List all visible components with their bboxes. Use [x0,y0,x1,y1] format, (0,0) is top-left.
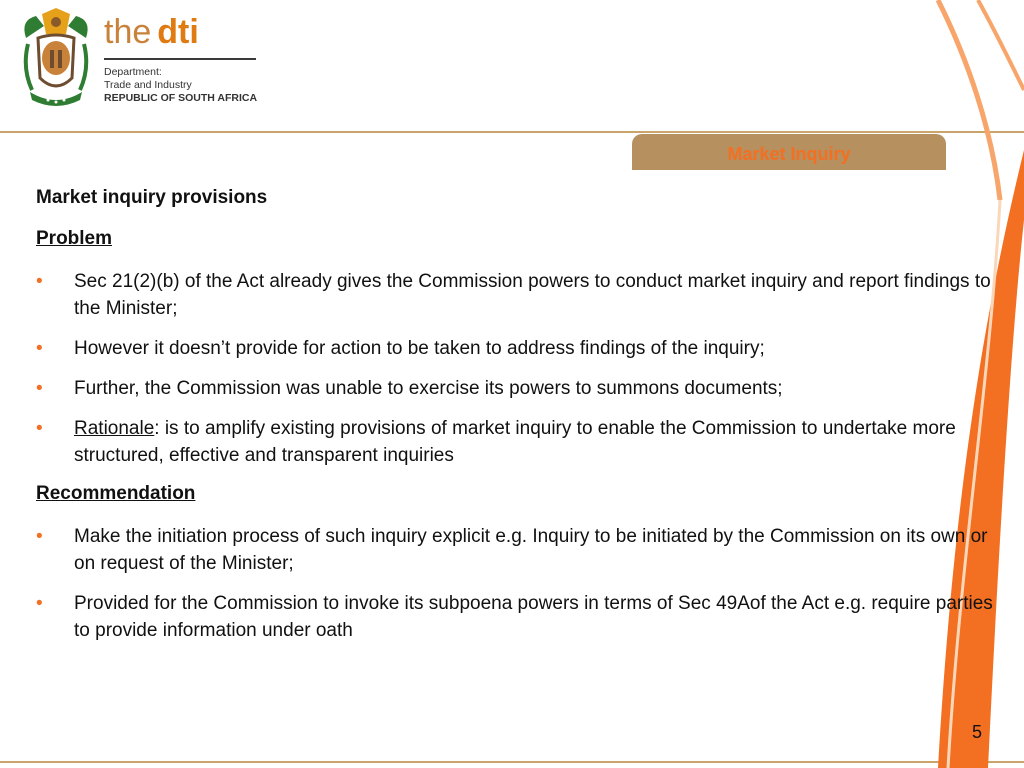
brand-the: the [104,13,152,51]
coat-of-arms-icon [20,8,92,108]
bullet-text: : is to amplify existing provisions of market inquiry to enable the Commission to undertake more structured, effective and transparent inquiries [74,418,956,466]
bullet-icon: • [36,378,43,399]
slide-title: Market inquiry provisions [36,187,268,208]
bullet-icon: • [36,418,43,439]
country-name: REPUBLIC OF SOUTH AFRICA [104,92,258,104]
bullet-text: Further, the Commission was unable to exercise its powers to summons documents; [74,378,783,399]
bullet-icon: • [36,593,43,614]
bullet-icon: • [36,338,43,359]
list-item [36,335,996,362]
thin-swoosh-2 [978,0,1024,90]
department-label: Department: [104,66,162,78]
section-tab-label: Market Inquiry [727,144,851,164]
bullet-text: Provided for the Commission to invoke its subpoena powers in terms of Sec 49Aof the Act e.g. require parties to provide information under oath [74,593,993,641]
bullet-text: Make the initiation process of such inquiry explicit e.g. Inquiry to be initiated by the Commission on its own or on request of the Minister; [74,526,988,574]
bullet-text: Sec 21(2)(b) of the Act already gives the Commission powers to conduct market inquiry and report findings to the Minister; [74,271,991,319]
section-tab [632,134,946,170]
brand-divider [104,58,256,60]
rationale-label: Rationale [74,418,155,439]
recommendation-heading: Recommendation [36,483,196,504]
list-item [36,415,996,469]
page-number: 5 [972,722,983,742]
brand-block [104,12,257,105]
bullet-icon: • [36,271,43,292]
brand-dti: dti [157,13,199,51]
problem-heading: Problem [36,228,113,249]
list-item [36,268,996,322]
thin-swoosh-1 [938,0,1000,200]
list-item [36,375,996,402]
list-item [36,523,996,577]
slide-content [36,186,996,657]
brand-logo [104,12,257,52]
bullet-icon: • [36,526,43,547]
list-item [36,590,996,644]
bullet-text: However it doesn’t provide for action to be taken to address findings of the inquiry; [74,338,765,359]
department-name: Trade and Industry [104,79,192,91]
